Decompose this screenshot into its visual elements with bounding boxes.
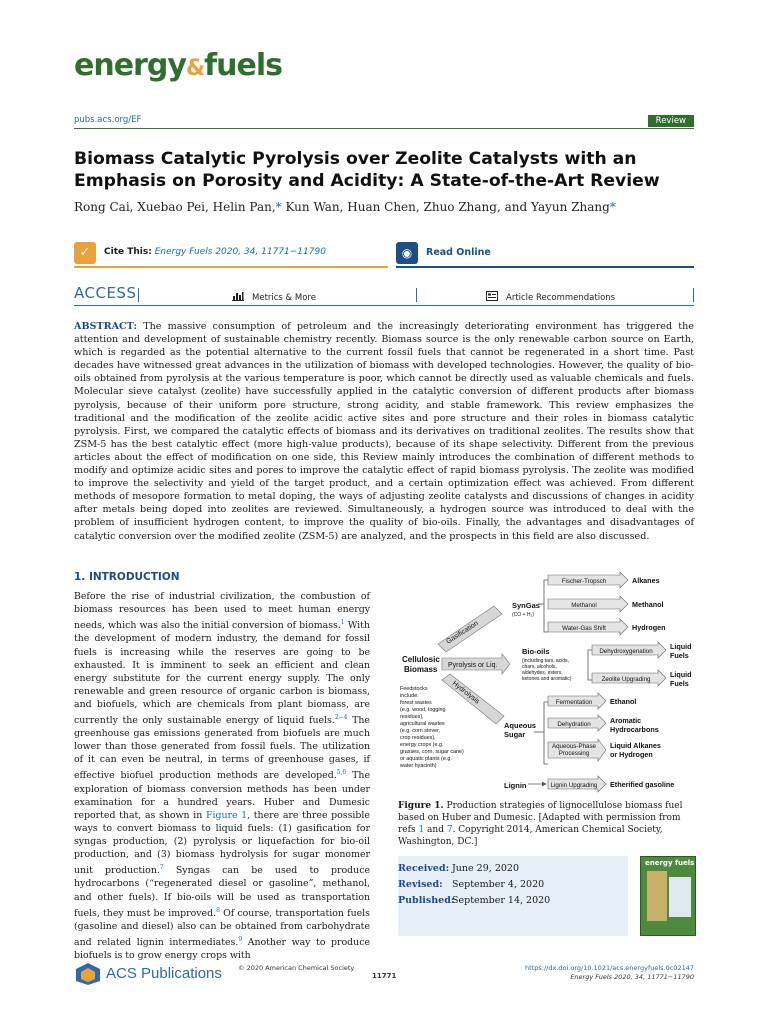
output-label: Aromatic [610,716,642,725]
intro-text-run: Of course, transportation fuels (gasoline and diesel) also can be obtained from carbohydrate and related lignin intermediates. [74,907,370,949]
publisher-name: ACS Publications [106,965,222,982]
revised-label: Revised: [398,879,443,890]
sugar-bracket [544,702,548,764]
caption-text: and [424,825,447,835]
globe-icon: ◉ [396,242,418,264]
figure-1-link[interactable]: Figure 1 [205,809,248,821]
article-title: Biomass Catalytic Pyrolysis over Zeolite Catalysts with an Emphasis on Porosity and Acidity: A State-of-the-Art Review [74,149,660,191]
recommendations-label: Article Recommendations [506,293,616,303]
revised-date: September 4, 2020 [452,879,545,890]
syngas-sub-label: (CO + H₂) [512,612,535,618]
read-online-button[interactable] [396,238,694,268]
feedstocks-line: or aquatic plants (e.g. [400,756,452,762]
cover-title: energy fuels [645,859,695,867]
process-label: Dehydration [557,721,591,728]
corresponding-author-mark-2[interactable]: * [609,200,616,214]
received-row [398,861,628,877]
copyright-notice: © 2020 American Chemical Society [238,964,355,972]
feedstocks-line: include: [400,693,419,699]
feedstocks-line: energy crops (e.g. [400,742,444,748]
caption-ref-link[interactable]: 1 [418,825,425,835]
intro-text-run: Another way to produce biofuels is to grow energy crops with [74,937,370,962]
reference-superscript[interactable]: 8 [216,906,220,914]
logo-text-energy: energy [74,48,186,83]
output-label: Alkanes [632,576,660,585]
syngas-bracket [544,580,548,632]
cellulosic-label: Cellulosic [402,655,440,664]
feedstocks-line: (e.g. corn stover, [400,728,441,734]
biooils-label: Bio-oils [522,647,550,656]
figure-1-diagram[interactable] [398,566,694,794]
metrics-more-link[interactable] [232,291,316,303]
intro-text-run: The greenhouse gas emissions generated from biofuels are much lower than those generated from fossil fuels. The utilization of it can even be neutral, in terms of greenhouse gases, if effective biofuel production methods are developed. [74,715,370,782]
output-label: Fuels [670,651,689,660]
introduction-text [74,590,370,962]
caption-label: Figure 1. [398,801,444,811]
cite-label: Cite This: [104,247,152,257]
abstract-label: ABSTRACT: [74,321,138,332]
feedstocks-line: Feedstocks [400,686,428,692]
logo-text-fuels: fuels [204,48,282,83]
output-label: or Hydrogen [610,750,653,759]
access-label: ACCESS [74,284,137,302]
output-label: Hydrocarbons [610,725,659,734]
output-label: Liquid [670,670,692,679]
biooils-bracket [588,650,592,680]
journal-logo [74,48,282,83]
published-label: Published: [398,895,455,906]
intro-text-run: Syngas can be used to produce hydrocarbons (“regenerated diesel or gasoline”, methanol, and other fuels). If bio-oils will be used as transportation fuels, they must be improved. [74,865,370,919]
caption-text: . Copyright 2014, American Chemical Society, Washington, DC.] [398,825,663,847]
intro-text-run: The exploration of biomass conversion methods has been under examination for a hundred years. Huber and Dumesic reported that, as shown in [74,770,370,821]
logo-ampersand: & [185,56,205,81]
journal-url-bar [74,115,694,129]
cite-reference-link[interactable]: Energy Fuels 2020, 34, 11771−11790 [154,247,326,257]
process-label: Fischer-Tropsch [561,578,607,585]
output-label: Etherified gasoline [610,780,675,789]
hydrolysis-label: Hydrolysis [450,680,481,706]
published-date: September 14, 2020 [452,895,551,906]
article-recommendations-link[interactable] [486,291,615,303]
biooils-sub-line: chars, alcohols, [522,664,557,670]
access-divider [138,288,139,302]
process-label: Fermentation [555,699,593,706]
read-online-label: Read Online [426,247,491,258]
feedstocks-line: crop residues), [400,735,436,741]
journal-url-link[interactable]: pubs.acs.org/EF [74,115,142,125]
access-bar [74,284,694,306]
reference-superscript[interactable]: 1 [340,619,345,627]
intro-text-run: , there are three possible ways to convert biomass to liquid fuels: (1) gasification for syngas production, (2) pyrolysis or liquefaction for bio-oil production, and (3) biomass hydrolysis for sugar monomer unit production. [74,809,370,877]
acs-hexagon-icon [74,962,102,986]
syngas-label: SynGas [512,601,540,610]
abstract-text: The massive consumption of petroleum and the increasingly deteriorating environment has triggered the attention and development of sustainable chemistry recently. Biomass source is the only renewable carbon source on Earth, which is regarded as the potential alternative to the current fossil fuels that cannot be regenerated in a short time. Past decades have witnessed great advances in the utilization of biomass with developed technologies. However, the quality of bio-oils obtained from pyrolysis at the various temperature is poor, which cannot be directly used as valuable chemicals and fuels. Molecular sieve catalyst (zeolite) have successfully applied in the catalytic conversion of different products after biomass pyrolysis, because of their uniform pore structure, strong acidity, and stable framework. This review emphasizes the traditional and the modification of the zeolite acidic active sites and pore structure and their roles in biomass catalytic pyrolysis. First, we compared the catalytic effects of biomass and its derivatives on traditional zeolites. The results show that ZSM-5 has the best catalytic effect (more high-value products), because of its shape selectivity. Different from the previous articles about the effect of modification on one side, this Review mainly introduces the combination of different methods to modify and optimize acidic sites and pores to improve the catalytic effect of rapid biomass pyrolysis. The zeolite was modified to improve the selectivity and yield of the target product, and a certain optimization effect was achieved. From different methods of mesopore formation to metal doping, the ways of adjusting zeolite catalysts and discussions of changes in acidity after metals being doped into zeolites are reviewed. Simultaneously, a hydrogen source was introduced to deal with the problem of insufficient hydrogen content, to improve the quality of bio-oils. Finally, the advantages and disadvantages of catalytic conversion over the modified zeolite (ZSM-5) are analyzed, and the prospects in this field are also discussed. [74,321,694,542]
reference-superscript[interactable]: 5,6 [336,769,347,777]
check-icon: ✓ [74,242,96,264]
feedstocks-note [399,686,464,769]
output-label: Fuels [670,679,689,688]
metrics-label: Metrics & More [252,293,316,303]
reference-superscript[interactable]: 7 [159,864,164,872]
intro-text-run: With the development of modern industry, the demand for fossil fuels is increasing while the reserves are going to be exhausted. It is imminent to seek an efficient and clean energy substitute for the current energy supply. The only renewable and green resource of organic carbon is biomass, and biofuels, which are chemicals from plant biomass, are currently the only sustainable energy of liquid fuels. [74,620,370,727]
process-label: Water-Gas Shift [562,625,606,632]
process-label: Processing [558,750,590,757]
process-label: Aqueous-Phase [551,743,597,750]
reference-superscript[interactable]: 9 [238,935,243,943]
received-date: June 29, 2020 [452,863,519,874]
authors-text-1[interactable]: Rong Cai, Xuebao Pei, Helin Pan, [74,200,276,214]
biooils-sub-line: (including tars, acids, [522,658,569,664]
article-type-badge: Review [648,115,694,127]
process-label: Methanol [571,602,597,609]
feedstocks-line: (e.g. wood, logging [400,707,446,713]
revised-row [398,877,628,893]
corresponding-author-mark-1[interactable]: * [275,200,282,214]
process-label: Dehydroxygenation [599,648,653,655]
biomass-label: Biomass [404,665,438,674]
reference-superscript[interactable]: 2−4 [334,713,348,721]
output-label: Liquid Alkanes [610,741,661,750]
feedstocks-line: residues), [400,714,424,720]
cover-image-block [647,871,667,921]
cite-this-box[interactable] [74,238,388,268]
cover-image-block [669,877,691,917]
access-divider [693,288,694,302]
biooils-sub-line: ketones and aromatic) [522,676,572,682]
process-label: Lignin Upgrading [550,782,598,789]
output-label: Ethanol [610,697,637,706]
authors-text-2[interactable]: Kun Wan, Huan Chen, Zhuo Zhang, and Yayun Zhang [281,200,610,214]
doi-block [525,964,694,982]
abstract [74,320,694,543]
access-divider [416,288,417,302]
aqueous-label: Aqueous [504,721,537,730]
caption-text: Production strategies of lignocellulose biomass fuel based on Huber and Dumesic. [Adapted with permission from refs [398,801,683,835]
output-label: Hydrogen [632,623,666,632]
footer-citation: Energy Fuels 2020, 34, 11771−11790 [570,973,694,981]
journal-cover-thumbnail[interactable] [640,856,696,936]
received-label: Received: [398,863,450,874]
document-list-icon [486,291,498,301]
feedstocks-line: water hyacinth) [400,763,437,769]
pyrolysis-label: Pyrolysis or Liq. [448,662,498,669]
biooils-sub-line: aldehydes, esters, [522,670,563,676]
output-label: Methanol [632,600,664,609]
article-dates-box [398,856,628,936]
section-heading-introduction: 1. INTRODUCTION [74,571,180,583]
feedstocks-line: agricultural wastes [400,721,445,727]
author-list [74,200,704,214]
process-label: Zeolite Upgrading [601,676,651,683]
caption-ref-link[interactable]: 7 [446,825,453,835]
gasification-label: Gasification [445,619,480,646]
doi-link[interactable]: https://dx.doi.org/10.1021/acs.energyfuels.0c02147 [525,964,694,972]
sugar-label: Sugar [504,730,526,739]
figure-1-caption [398,800,694,848]
page-number: 11771 [372,972,397,980]
lignin-label: Lignin [504,781,527,790]
intro-text-run: Before the rise of industrial civilization, the combustion of biomass resources has been used to meet human energy needs, which was also the initial conversion of biomass. [74,591,370,632]
feedstocks-line: grasses, corn, sugar cane) [400,749,464,755]
biomass-pathway-diagram [398,566,694,794]
published-row [398,893,628,909]
output-label: Liquid [670,642,692,651]
bar-chart-icon [232,291,244,301]
feedstocks-line: forest wastes [400,700,432,706]
